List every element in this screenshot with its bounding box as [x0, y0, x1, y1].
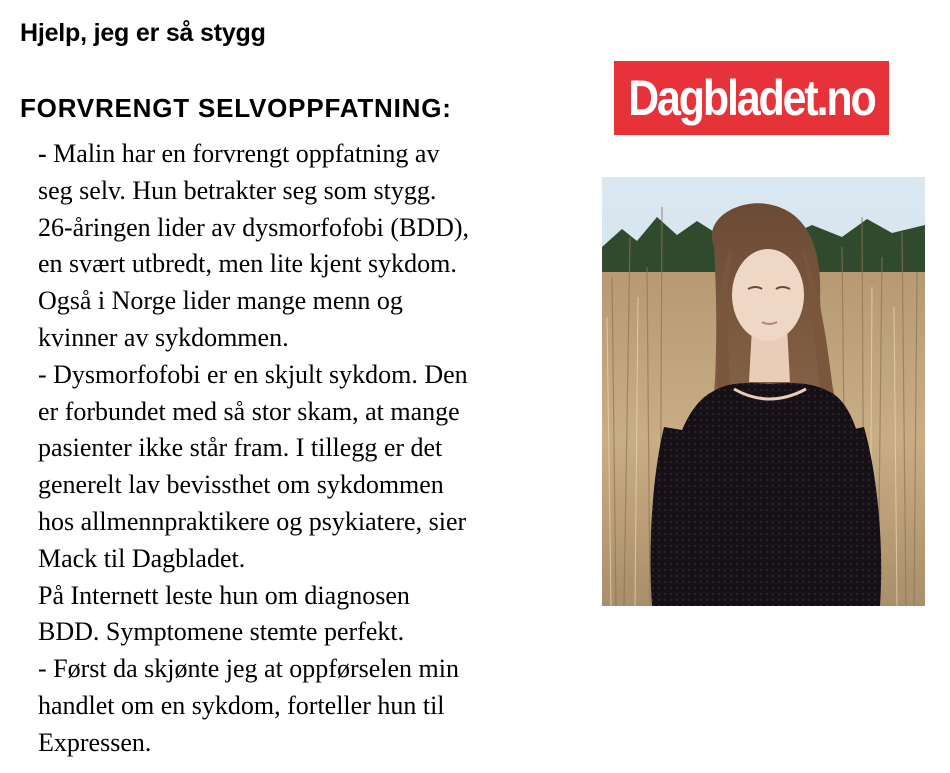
body-line	[38, 136, 578, 173]
article-title: Hjelp, jeg er så stygg	[20, 19, 266, 47]
article-photo	[602, 177, 925, 606]
body-line: hos allmennpraktikere og psykiatere, sier	[38, 506, 467, 536]
body-line: BDD. Symptomene stemte perfekt.	[38, 617, 405, 647]
body-line: På Internett leste hun om diagnosen	[38, 580, 410, 610]
body-line: - Først da skjønte jeg at oppførselen min	[38, 654, 459, 684]
body-line: seg selv. Hun betrakter seg som stygg.	[38, 175, 437, 205]
body-line: en svært utbredt, men lite kjent sykdom.	[38, 249, 457, 279]
body-line: kvinner av sykdommen.	[38, 322, 289, 352]
body-line: generelt lav bevissthet om sykdommen	[38, 470, 444, 500]
woman-in-reeds-illustration	[602, 177, 925, 606]
body-line: Også i Norge lider mange menn og	[38, 286, 403, 316]
bullet-dash: -	[38, 139, 54, 168]
body-line: er forbundet med så stor skam, at mange	[38, 396, 460, 426]
body-line: Expressen.	[38, 727, 152, 757]
section-heading: FORVRENGT SELVOPPFATNING:	[20, 93, 452, 123]
body-line: handlet om en sykdom, forteller hun til	[38, 690, 445, 720]
logo-text: Dagbladet.no	[628, 70, 875, 126]
body-line: pasienter ikke står fram. I tillegg er det	[38, 433, 443, 463]
dagbladet-logo[interactable]	[614, 61, 889, 135]
body-line: - Dysmorfofobi er en skjult sykdom. Den	[38, 359, 468, 389]
body-line: 26-åringen lider av dysmorfofobi (BDD),	[38, 212, 470, 242]
body-line-text: Malin har en forvrengt oppfatning av	[53, 139, 440, 168]
article-body	[38, 136, 578, 762]
body-line: Mack til Dagbladet.	[38, 543, 246, 573]
